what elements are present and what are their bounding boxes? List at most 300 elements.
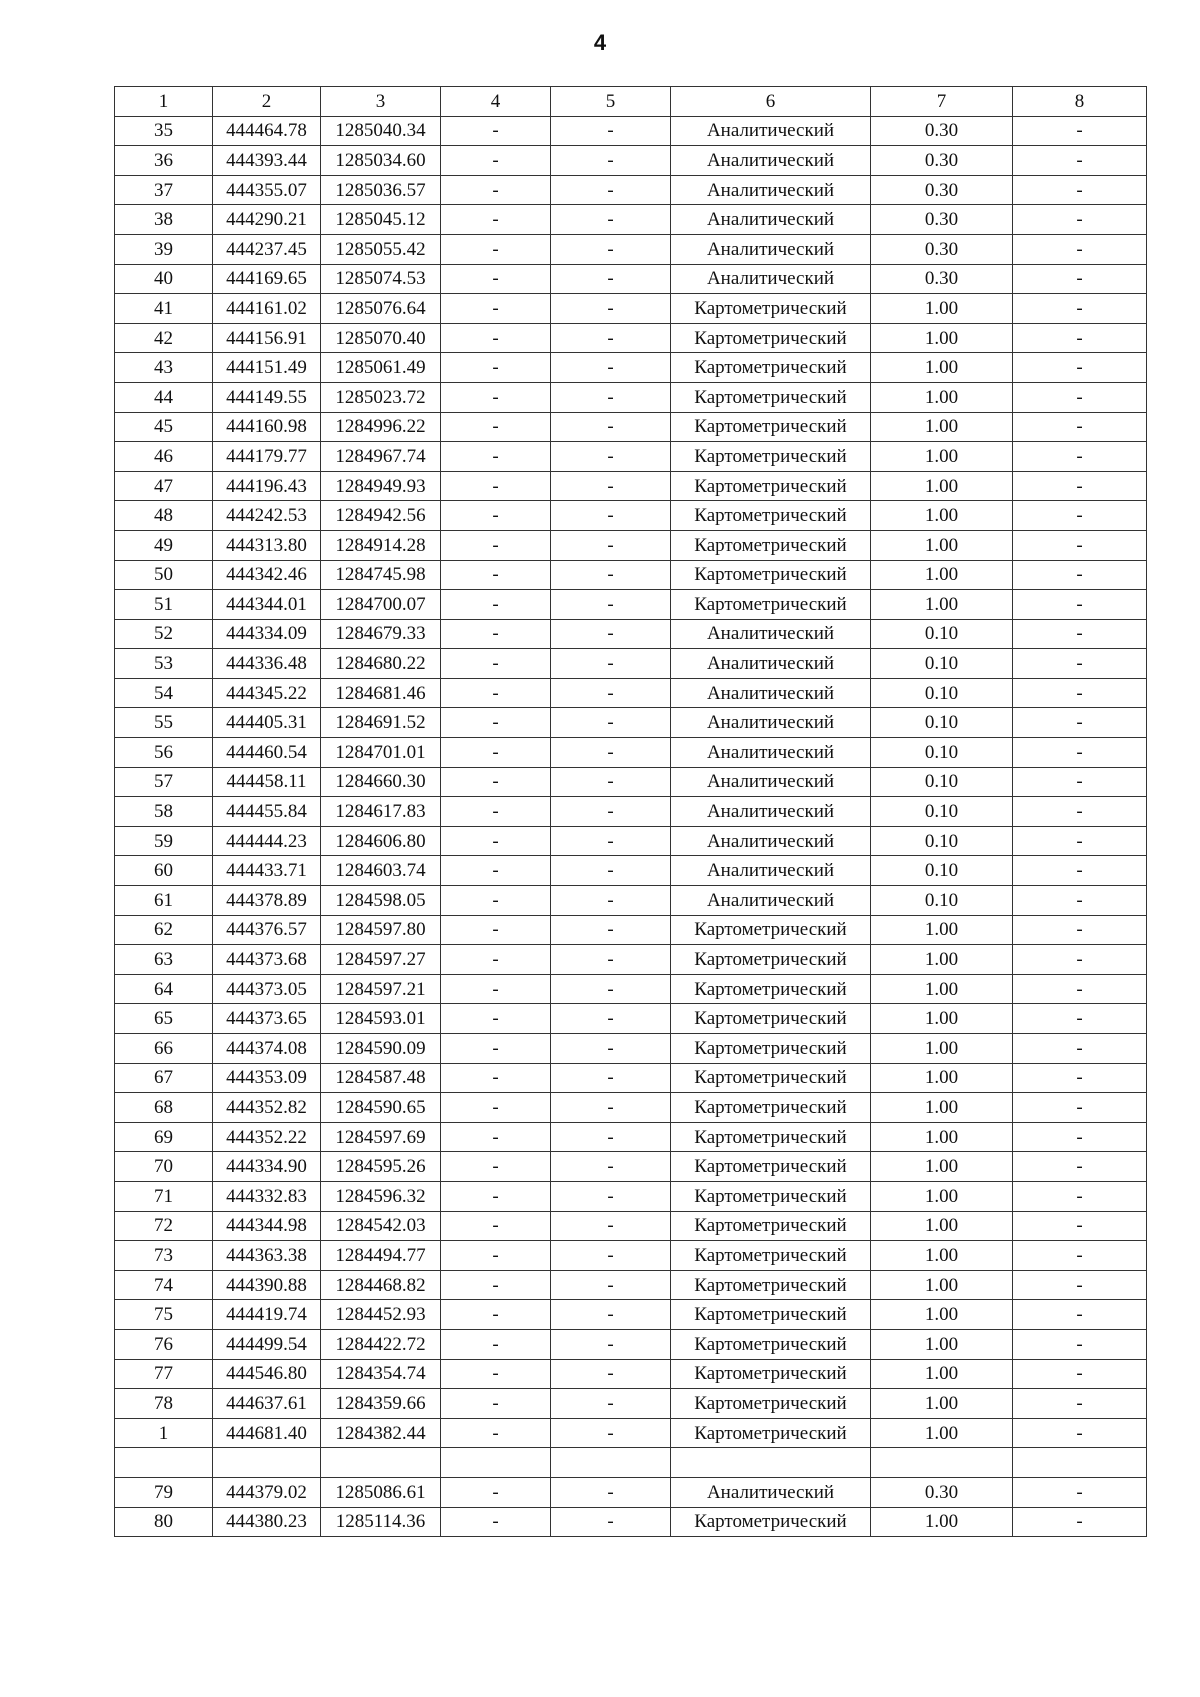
table-cell: 0.30 [871,205,1013,235]
table-cell: 69 [115,1122,213,1152]
table-cell: - [1013,146,1147,176]
table-cell: Картометрический [671,471,871,501]
table-cell: 1284691.52 [321,708,441,738]
table-cell: - [1013,826,1147,856]
table-cell: 0.10 [871,856,1013,886]
table-cell: 444419.74 [213,1300,321,1330]
table-cell: - [1013,767,1147,797]
table-row [115,1389,1147,1419]
table-cell: - [1013,1477,1147,1507]
table-cell: 59 [115,826,213,856]
table-cell: 63 [115,945,213,975]
table-cell: 1284700.07 [321,590,441,620]
table-cell: 444149.55 [213,382,321,412]
table-cell: 444379.02 [213,1477,321,1507]
table-cell: - [551,590,671,620]
table-cell: 1284996.22 [321,412,441,442]
table-cell: - [441,1507,551,1537]
table-cell: - [551,382,671,412]
table-cell: Аналитический [671,146,871,176]
table-cell: - [441,353,551,383]
table-cell: - [441,1389,551,1419]
table-cell: - [551,116,671,146]
table-cell: - [441,738,551,768]
table-row [115,915,1147,945]
table-cell: Картометрический [671,560,871,590]
table-cell: 444196.43 [213,471,321,501]
table-cell: - [1013,1122,1147,1152]
table-cell: 41 [115,294,213,324]
table-cell: 444363.38 [213,1241,321,1271]
table-row [115,442,1147,472]
table-row [115,412,1147,442]
table-cell: - [551,1359,671,1389]
table-cell: 1284468.82 [321,1270,441,1300]
table-cell: 1284598.05 [321,886,441,916]
table-cell: - [1013,856,1147,886]
table-row [115,886,1147,916]
table-cell: 1.00 [871,1300,1013,1330]
table-cell: 1284382.44 [321,1418,441,1448]
table-cell: - [551,649,671,679]
table-cell: 1284494.77 [321,1241,441,1271]
table-cell: - [551,797,671,827]
table-cell: 46 [115,442,213,472]
table-cell: - [551,1389,671,1419]
table-cell: - [551,353,671,383]
table-cell: - [551,1063,671,1093]
table-row [115,1093,1147,1123]
table-cell: 1284660.30 [321,767,441,797]
table-cell: 65 [115,1004,213,1034]
table-cell: Аналитический [671,649,871,679]
table-cell: 1.00 [871,1181,1013,1211]
table-cell: 58 [115,797,213,827]
table-cell: - [1013,1241,1147,1271]
table-row [115,530,1147,560]
table-cell: 1 [115,1418,213,1448]
table-cell: 444313.80 [213,530,321,560]
table-cell: - [1013,1093,1147,1123]
coordinates-table [114,86,1147,1537]
table-cell: 49 [115,530,213,560]
table-cell: - [441,471,551,501]
table-cell: 444373.05 [213,974,321,1004]
table-row [115,590,1147,620]
table-cell: 1284590.65 [321,1093,441,1123]
table-cell: 1.00 [871,1034,1013,1064]
table-cell: 0.10 [871,767,1013,797]
table-cell: - [441,1063,551,1093]
table-row [115,1034,1147,1064]
table-cell: 1.00 [871,471,1013,501]
table-cell: 1284681.46 [321,678,441,708]
table-cell: 1.00 [871,323,1013,353]
table-cell: Картометрический [671,915,871,945]
header-cell: 3 [321,87,441,117]
table-cell: 1284701.01 [321,738,441,768]
table-cell: 444342.46 [213,560,321,590]
table-cell: - [441,146,551,176]
table-cell: 1.00 [871,1004,1013,1034]
table-cell: 1284967.74 [321,442,441,472]
table-cell: - [441,205,551,235]
table-row [115,856,1147,886]
table-cell: - [441,442,551,472]
table-cell: Картометрический [671,590,871,620]
table-cell: 50 [115,560,213,590]
table-cell: 1.00 [871,501,1013,531]
table-cell: 36 [115,146,213,176]
table-cell: 444237.45 [213,234,321,264]
table-cell: - [441,1329,551,1359]
table-row [115,1004,1147,1034]
table-cell: - [441,1241,551,1271]
table-cell: - [1013,1152,1147,1182]
table-cell: Аналитический [671,708,871,738]
table-cell: - [551,442,671,472]
table-row [115,974,1147,1004]
table-cell: - [551,234,671,264]
table-cell: 55 [115,708,213,738]
table-cell: 444681.40 [213,1418,321,1448]
table-cell: 44 [115,382,213,412]
table-cell: 1.00 [871,1211,1013,1241]
table-cell: Аналитический [671,264,871,294]
table-cell: - [551,1211,671,1241]
table-cell: - [551,1300,671,1330]
table-cell: 1284679.33 [321,619,441,649]
table-cell: - [441,560,551,590]
table-cell: 1284354.74 [321,1359,441,1389]
table-cell: 1285040.34 [321,116,441,146]
table-cell: 56 [115,738,213,768]
table-row [115,1063,1147,1093]
table-cell: 444290.21 [213,205,321,235]
table-row [115,471,1147,501]
table-cell: - [1013,382,1147,412]
table-cell: - [551,619,671,649]
table-cell: 444336.48 [213,649,321,679]
table-cell: Аналитический [671,116,871,146]
table-cell: 1.00 [871,974,1013,1004]
table-cell: 42 [115,323,213,353]
table-row [115,1448,1147,1478]
table-row [115,116,1147,146]
table-cell [1013,1448,1147,1478]
table-cell: Аналитический [671,678,871,708]
table-cell: 444373.68 [213,945,321,975]
table-cell: - [441,1418,551,1448]
table-cell: - [441,1211,551,1241]
table-cell: - [551,471,671,501]
table-cell: - [441,323,551,353]
table-cell: 35 [115,116,213,146]
table-cell: 444460.54 [213,738,321,768]
table-cell: 1.00 [871,915,1013,945]
table-row [115,708,1147,738]
table-cell: 444345.22 [213,678,321,708]
table-cell: 1284422.72 [321,1329,441,1359]
table-cell: 444378.89 [213,886,321,916]
table-cell: - [1013,1063,1147,1093]
table-cell: Картометрический [671,945,871,975]
table-cell: - [551,856,671,886]
table-cell: 73 [115,1241,213,1271]
table-cell: - [441,886,551,916]
table-cell: - [441,1300,551,1330]
table-cell: - [441,530,551,560]
table-cell: - [1013,412,1147,442]
table-cell: 444433.71 [213,856,321,886]
table-cell: 72 [115,1211,213,1241]
table-row [115,1152,1147,1182]
table-cell: 0.30 [871,175,1013,205]
table-cell: - [551,1507,671,1537]
table-cell: 0.10 [871,886,1013,916]
table-cell: 1285055.42 [321,234,441,264]
table-cell: - [551,826,671,856]
table-cell: - [1013,1034,1147,1064]
table-cell: - [441,590,551,620]
table-cell: - [551,530,671,560]
table-cell: - [551,974,671,1004]
table-cell: - [1013,1418,1147,1448]
table-cell: 1284595.26 [321,1152,441,1182]
table-cell: 66 [115,1034,213,1064]
table-cell: - [551,412,671,442]
table-cell: - [1013,353,1147,383]
table-cell: 38 [115,205,213,235]
table-row [115,1122,1147,1152]
table-cell: - [1013,116,1147,146]
table-cell: 1284597.80 [321,915,441,945]
header-cell: 2 [213,87,321,117]
table-cell: 60 [115,856,213,886]
table-cell: - [1013,1181,1147,1211]
table-cell: 1284617.83 [321,797,441,827]
table-cell: 444637.61 [213,1389,321,1419]
table-cell: - [1013,649,1147,679]
table-cell: 1.00 [871,1270,1013,1300]
table-cell: Картометрический [671,1389,871,1419]
table-cell: 1284914.28 [321,530,441,560]
table-cell: 45 [115,412,213,442]
table-cell: 1.00 [871,1389,1013,1419]
table-cell: 1.00 [871,1152,1013,1182]
table-cell: 0.10 [871,619,1013,649]
table-cell: 1.00 [871,590,1013,620]
table-cell: - [551,1122,671,1152]
table-cell: Аналитический [671,619,871,649]
table-cell: - [551,1093,671,1123]
table-cell: 444458.11 [213,767,321,797]
table-row [115,323,1147,353]
table-cell: 1.00 [871,442,1013,472]
table-cell: 444161.02 [213,294,321,324]
table-cell: Аналитический [671,886,871,916]
table-cell: - [1013,1329,1147,1359]
table-cell: 1284452.93 [321,1300,441,1330]
table-cell: - [1013,1211,1147,1241]
table-cell: - [551,915,671,945]
table-cell: - [551,886,671,916]
table-cell [441,1448,551,1478]
table-cell: 1284597.69 [321,1122,441,1152]
table-row [115,264,1147,294]
table-cell: - [1013,945,1147,975]
table-cell: 39 [115,234,213,264]
table-cell: - [551,1270,671,1300]
table-cell: 1285034.60 [321,146,441,176]
table-row [115,1477,1147,1507]
table-cell: 75 [115,1300,213,1330]
table-row [115,797,1147,827]
header-cell: 4 [441,87,551,117]
page-number: 4 [593,30,607,55]
table-cell: - [551,1241,671,1271]
table-cell: 1284949.93 [321,471,441,501]
table-cell: Картометрический [671,294,871,324]
table-row [115,945,1147,975]
table-cell: Картометрический [671,323,871,353]
table-cell: Аналитический [671,767,871,797]
table-cell: - [441,767,551,797]
table-cell: Картометрический [671,1034,871,1064]
table-cell: - [1013,678,1147,708]
table-cell: 1285023.72 [321,382,441,412]
table-cell: - [1013,738,1147,768]
table-cell: 444151.49 [213,353,321,383]
table-row [115,619,1147,649]
table-row [115,1507,1147,1537]
table-cell: 444380.23 [213,1507,321,1537]
table-cell: - [441,1034,551,1064]
table-cell: 444393.44 [213,146,321,176]
table-cell: 1.00 [871,1241,1013,1271]
table-cell: - [1013,1004,1147,1034]
table-cell: - [1013,974,1147,1004]
table-cell: Картометрический [671,353,871,383]
table-cell: - [1013,886,1147,916]
table-cell: - [551,294,671,324]
table-cell: Картометрический [671,1211,871,1241]
header-cell: 7 [871,87,1013,117]
table-cell: - [441,649,551,679]
table-cell: 1284593.01 [321,1004,441,1034]
table-row [115,738,1147,768]
table-cell: 444169.65 [213,264,321,294]
table-cell: - [1013,797,1147,827]
table-cell: - [441,264,551,294]
table-cell: - [441,1004,551,1034]
table-row [115,353,1147,383]
table-cell: - [551,175,671,205]
table-cell: 64 [115,974,213,1004]
table-cell: 0.10 [871,826,1013,856]
table-cell: - [441,619,551,649]
table-cell: - [551,1034,671,1064]
table-cell: 0.10 [871,708,1013,738]
table-cell: 54 [115,678,213,708]
table-cell: Картометрический [671,1063,871,1093]
table-cell: 1285074.53 [321,264,441,294]
table-cell: Картометрический [671,1270,871,1300]
table-cell: 1285045.12 [321,205,441,235]
table-cell: 53 [115,649,213,679]
table-row [115,234,1147,264]
table-cell: Аналитический [671,797,871,827]
table-cell: 68 [115,1093,213,1123]
table-row [115,501,1147,531]
table-cell: Картометрический [671,501,871,531]
table-cell: 444444.23 [213,826,321,856]
table-row [115,1329,1147,1359]
table-cell: - [1013,708,1147,738]
table-cell: 1284680.22 [321,649,441,679]
table-cell: 1.00 [871,1359,1013,1389]
table-row [115,1300,1147,1330]
table-cell: - [441,1152,551,1182]
table-cell: 1285061.49 [321,353,441,383]
table-cell: Картометрический [671,1418,871,1448]
table-cell: 1284542.03 [321,1211,441,1241]
table-cell: - [1013,1300,1147,1330]
table-cell: 62 [115,915,213,945]
table-cell: 444334.09 [213,619,321,649]
table-cell: - [1013,915,1147,945]
table-cell: - [1013,442,1147,472]
table-row [115,1211,1147,1241]
table-cell: - [441,678,551,708]
table-cell: 61 [115,886,213,916]
table-cell: - [551,1152,671,1182]
table-cell: - [441,175,551,205]
table-cell: 1284745.98 [321,560,441,590]
table-cell: - [551,560,671,590]
table-row [115,382,1147,412]
table-cell: - [441,856,551,886]
header-cell: 5 [551,87,671,117]
table-cell: 1285036.57 [321,175,441,205]
table-cell: 444355.07 [213,175,321,205]
table-cell: 444390.88 [213,1270,321,1300]
table-cell: 444352.22 [213,1122,321,1152]
table-cell: Картометрический [671,382,871,412]
table-cell: - [1013,175,1147,205]
table-row [115,1418,1147,1448]
table-cell: 1.00 [871,1329,1013,1359]
table-row [115,649,1147,679]
table-cell: 444344.01 [213,590,321,620]
table-cell: - [551,1181,671,1211]
table-cell: 444242.53 [213,501,321,531]
table-row [115,767,1147,797]
table-cell: 1284603.74 [321,856,441,886]
table-cell: 444373.65 [213,1004,321,1034]
table-cell: - [551,205,671,235]
table-cell: Картометрический [671,1359,871,1389]
table-cell: 67 [115,1063,213,1093]
table-cell: Картометрический [671,530,871,560]
table-cell: - [551,767,671,797]
table-cell: 1285086.61 [321,1477,441,1507]
table-cell: Картометрический [671,1093,871,1123]
table-cell: 1284597.21 [321,974,441,1004]
table-cell: - [551,1004,671,1034]
table-cell: 0.10 [871,649,1013,679]
table-cell: - [551,146,671,176]
